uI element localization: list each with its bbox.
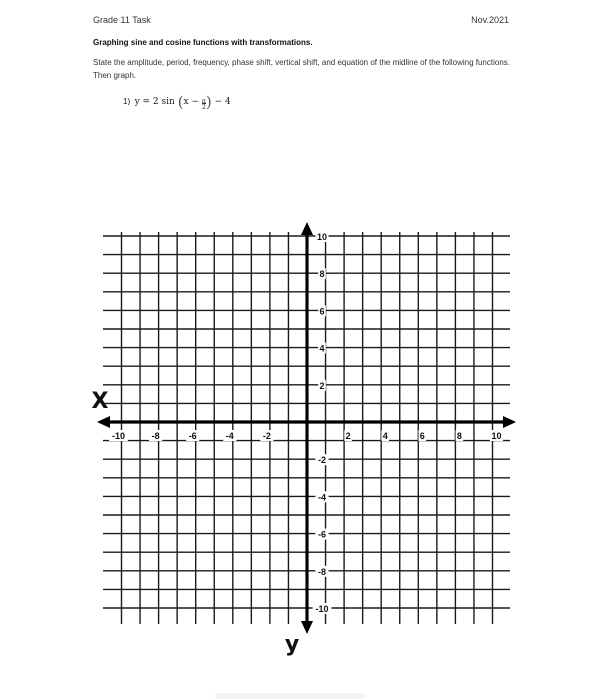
- x-tick-label: 6: [419, 431, 425, 441]
- x-tick-label: -10: [111, 431, 126, 441]
- y-axis-name: y: [284, 632, 300, 657]
- x-tick-label: 2: [345, 431, 351, 441]
- x-tick-label: -6: [188, 431, 197, 441]
- y-tick-label: 2: [319, 380, 325, 391]
- x-tick-label: -4: [225, 431, 234, 441]
- x-tick-label: 4: [382, 431, 388, 441]
- y-tick-label: -2: [317, 455, 327, 466]
- x-axis-arrow-left: [97, 416, 110, 428]
- equation-lhs: y = 2 sin: [134, 97, 175, 107]
- date-label: Nov.2021: [471, 15, 509, 25]
- fraction-denominator: 2: [201, 104, 206, 111]
- y-axis-arrow-bottom: [301, 621, 313, 634]
- problem-number: 1): [123, 97, 131, 106]
- x-tick-label: -8: [151, 431, 160, 441]
- close-paren: ): [205, 93, 212, 111]
- x-tick-label: -2: [262, 431, 271, 441]
- instructions-text: State the amplitude, period, frequency, phase shift, vertical shift, and equation of the midline of the following functions. Then graph.: [93, 58, 510, 80]
- task-heading: Graphing sine and cosine functions with transformations.: [93, 38, 313, 47]
- x-tick-label: 10: [491, 431, 502, 441]
- y-tick-label: 10: [316, 232, 328, 242]
- y-tick-label: 6: [319, 306, 325, 317]
- y-tick-label: 8: [319, 269, 325, 280]
- x-axis-name: X: [91, 389, 109, 414]
- fraction-numerator: π: [201, 98, 206, 105]
- y-tick-label: -8: [317, 566, 327, 577]
- y-tick-label: -10: [315, 604, 329, 614]
- y-axis-arrow-top: [301, 222, 313, 235]
- y-tick-label: -6: [317, 529, 327, 540]
- x-axis-arrow-right: [503, 416, 516, 428]
- grade-label: Grade 11 Task: [93, 15, 151, 25]
- x-tick-label: 8: [456, 431, 462, 441]
- page-edge-smudge: [215, 693, 365, 699]
- open-paren: (: [177, 93, 184, 111]
- equation-tail: − 4: [214, 97, 231, 107]
- y-tick-label: -4: [317, 492, 327, 503]
- equation-inner: x −: [183, 97, 200, 107]
- y-tick-label: 4: [319, 343, 325, 354]
